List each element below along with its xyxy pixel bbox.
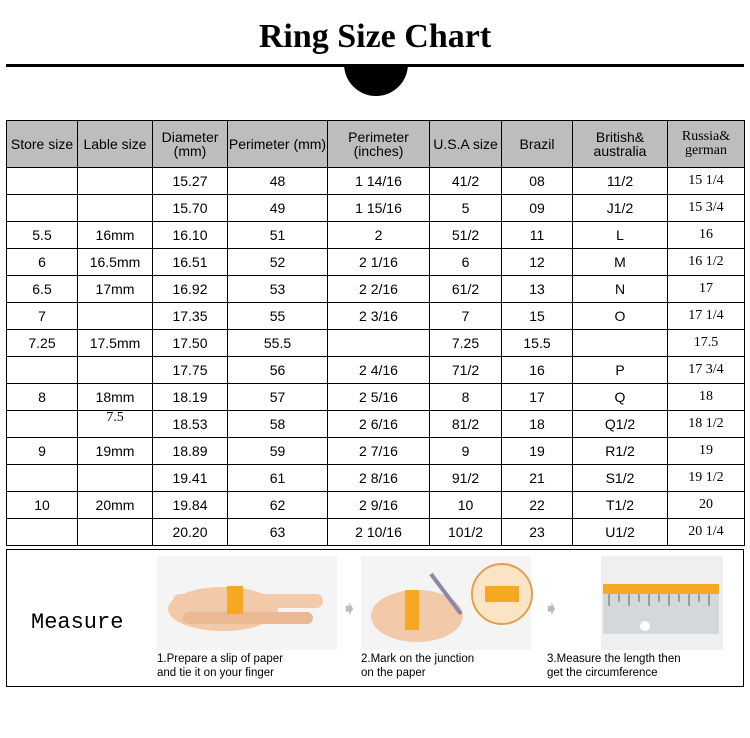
cell-lable-size: [78, 303, 153, 330]
marking-paper-image: [357, 554, 537, 650]
cell-store-size: 6: [7, 249, 78, 276]
cell-british-australia: M: [573, 249, 668, 276]
cell-perimeter-inches: 2 3/16: [328, 303, 430, 330]
cell-brazil: 17: [502, 384, 573, 411]
cell-perimeter-mm: 58: [228, 411, 328, 438]
table-header-row: [7, 121, 745, 168]
cell-perimeter-inches: 2 9/16: [328, 492, 430, 519]
cell-british-australia: L: [573, 222, 668, 249]
cell-british-australia: R1/2: [573, 438, 668, 465]
table-row: [7, 492, 745, 519]
cell-diameter: 18.89: [153, 438, 228, 465]
cell-perimeter-inches: 2 6/16: [328, 411, 430, 438]
table-row: [7, 195, 745, 222]
cell-perimeter-inches: 1 15/16: [328, 195, 430, 222]
cell-lable-size: 17.5mm: [78, 330, 153, 357]
cell-diameter: 15.70: [153, 195, 228, 222]
cell-usa-size: 61/2: [430, 276, 502, 303]
cell-perimeter-mm: 56: [228, 357, 328, 384]
table-row: [7, 222, 745, 249]
table-row: [7, 411, 745, 438]
cell-russia-german: 17 3/4: [668, 357, 745, 384]
cell-store-size: [7, 168, 78, 195]
cell-russia-german: 16 1/2: [668, 249, 745, 276]
measure-step-3-caption: 3.Measure the length then get the circumference: [547, 653, 681, 679]
cell-diameter: 16.92: [153, 276, 228, 303]
cell-british-australia: Q: [573, 384, 668, 411]
cell-british-australia: P: [573, 357, 668, 384]
arrow-icon: ➧: [341, 598, 358, 620]
cell-brazil: 15.5: [502, 330, 573, 357]
cell-lable-size: [78, 195, 153, 222]
measure-step-1-caption: 1.Prepare a slip of paper and tie it on your finger: [157, 653, 283, 679]
cell-british-australia: J1/2: [573, 195, 668, 222]
measure-label: Measure: [31, 610, 124, 635]
cell-diameter: 20.20: [153, 519, 228, 546]
header-lable-size: Lable size: [78, 121, 153, 168]
ruler-measure-image: [543, 554, 739, 650]
table-row: [7, 519, 745, 546]
cell-perimeter-mm: 49: [228, 195, 328, 222]
cell-brazil: 11: [502, 222, 573, 249]
header-store-size: Store size: [7, 121, 78, 168]
cell-usa-size: 6: [430, 249, 502, 276]
cell-lable-size: 17mm: [78, 276, 153, 303]
cell-perimeter-inches: 1 14/16: [328, 168, 430, 195]
measure-section: [6, 549, 744, 687]
measure-step-3: [543, 550, 731, 686]
cell-store-size: 9: [7, 438, 78, 465]
cell-british-australia: [573, 330, 668, 357]
cell-brazil: 12: [502, 249, 573, 276]
cell-perimeter-mm: 55.5: [228, 330, 328, 357]
header-russia-german: Russia& german: [668, 121, 745, 168]
table-body: [7, 168, 745, 546]
cell-russia-german: 17: [668, 276, 745, 303]
cell-british-australia: U1/2: [573, 519, 668, 546]
cell-brazil: 13: [502, 276, 573, 303]
cell-store-size: [7, 519, 78, 546]
measure-step-2-caption: 2.Mark on the junction on the paper: [361, 653, 475, 679]
cell-store-size: 7.25: [7, 330, 78, 357]
cell-usa-size: 41/2: [430, 168, 502, 195]
cell-russia-german: 15 3/4: [668, 195, 745, 222]
cell-lable-size: [78, 519, 153, 546]
cell-usa-size: 81/2: [430, 411, 502, 438]
cell-perimeter-mm: 61: [228, 465, 328, 492]
cell-usa-size: 101/2: [430, 519, 502, 546]
header-perimeter-mm: Perimeter (mm): [228, 121, 328, 168]
cell-russia-german: 15 1/4: [668, 168, 745, 195]
cell-lable-size: 16.5mm: [78, 249, 153, 276]
cell-brazil: 22: [502, 492, 573, 519]
table-row: [7, 384, 745, 411]
cell-diameter: 18.53: [153, 411, 228, 438]
cell-british-australia: S1/2: [573, 465, 668, 492]
header-perimeter-inches: Perimeter (inches): [328, 121, 430, 168]
cell-british-australia: 11/2: [573, 168, 668, 195]
cell-russia-german: 18: [668, 384, 745, 411]
cell-russia-german: 18 1/2: [668, 411, 745, 438]
table-row: [7, 357, 745, 384]
header-british-australia: British& australia: [573, 121, 668, 168]
cell-lable-size: [78, 357, 153, 384]
cell-diameter: 15.27: [153, 168, 228, 195]
cell-perimeter-mm: 48: [228, 168, 328, 195]
table-row: [7, 249, 745, 276]
measure-step-2: [357, 550, 545, 686]
cell-lable-size: 20mm: [78, 492, 153, 519]
measure-step-1: [153, 550, 341, 686]
cell-british-australia: T1/2: [573, 492, 668, 519]
table-row: [7, 465, 745, 492]
table-row: [7, 330, 745, 357]
cell-perimeter-inches: 2 4/16: [328, 357, 430, 384]
cell-perimeter-inches: 2 7/16: [328, 438, 430, 465]
cell-store-size: 8: [7, 384, 78, 411]
cell-perimeter-mm: 53: [228, 276, 328, 303]
hand-with-paper-image: [153, 554, 341, 650]
cell-perimeter-mm: 51: [228, 222, 328, 249]
cell-brazil: 15: [502, 303, 573, 330]
table-row: [7, 276, 745, 303]
cell-store-size: 6.5: [7, 276, 78, 303]
table-row: [7, 168, 745, 195]
cell-brazil: 19: [502, 438, 573, 465]
cell-perimeter-mm: 63: [228, 519, 328, 546]
cell-perimeter-mm: 57: [228, 384, 328, 411]
cell-perimeter-inches: 2 10/16: [328, 519, 430, 546]
cell-russia-german: 19: [668, 438, 745, 465]
cell-lable-size: [78, 168, 153, 195]
cell-usa-size: 5: [430, 195, 502, 222]
cell-russia-german: 17.5: [668, 330, 745, 357]
cell-store-size: [7, 411, 78, 438]
cell-british-australia: N: [573, 276, 668, 303]
cell-diameter: 17.50: [153, 330, 228, 357]
cell-brazil: 16: [502, 357, 573, 384]
cell-british-australia: Q1/2: [573, 411, 668, 438]
cell-russia-german: 20: [668, 492, 745, 519]
cell-perimeter-mm: 62: [228, 492, 328, 519]
cell-diameter: 16.51: [153, 249, 228, 276]
cell-brazil: 23: [502, 519, 573, 546]
header-brazil: Brazil: [502, 121, 573, 168]
cell-usa-size: 7: [430, 303, 502, 330]
cell-usa-size: 8: [430, 384, 502, 411]
cell-lable-size: [78, 465, 153, 492]
cell-diameter: 19.84: [153, 492, 228, 519]
title-ornament: [344, 64, 408, 96]
cell-store-size: 5.5: [7, 222, 78, 249]
cell-usa-size: 7.25: [430, 330, 502, 357]
header-usa-size: U.S.A size: [430, 121, 502, 168]
cell-brazil: 21: [502, 465, 573, 492]
cell-russia-german: 19 1/2: [668, 465, 745, 492]
cell-perimeter-inches: 2 5/16: [328, 384, 430, 411]
cell-perimeter-inches: 2: [328, 222, 430, 249]
cell-store-size: [7, 465, 78, 492]
cell-perimeter-inches: 2 2/16: [328, 276, 430, 303]
cell-british-australia: O: [573, 303, 668, 330]
table-row: [7, 438, 745, 465]
cell-lable-size: 18mm: [78, 384, 153, 411]
cell-russia-german: 16: [668, 222, 745, 249]
arrow-icon: ➧: [543, 598, 560, 620]
cell-store-size: 7: [7, 303, 78, 330]
cell-perimeter-mm: 52: [228, 249, 328, 276]
cell-store-size: [7, 195, 78, 222]
cell-lable-size: 7.5: [78, 411, 153, 438]
cell-perimeter-inches: 2 1/16: [328, 249, 430, 276]
cell-store-size: [7, 357, 78, 384]
cell-brazil: 18: [502, 411, 573, 438]
cell-diameter: 19.41: [153, 465, 228, 492]
cell-brazil: 09: [502, 195, 573, 222]
cell-brazil: 08: [502, 168, 573, 195]
cell-russia-german: 17 1/4: [668, 303, 745, 330]
cell-usa-size: 9: [430, 438, 502, 465]
cell-russia-german: 20 1/4: [668, 519, 745, 546]
cell-diameter: 17.75: [153, 357, 228, 384]
cell-diameter: 16.10: [153, 222, 228, 249]
cell-perimeter-mm: 59: [228, 438, 328, 465]
table-row: [7, 303, 745, 330]
cell-perimeter-inches: [328, 330, 430, 357]
ring-size-table: [6, 120, 745, 546]
header-diameter: Diameter (mm): [153, 121, 228, 168]
cell-usa-size: 71/2: [430, 357, 502, 384]
cell-store-size: 10: [7, 492, 78, 519]
cell-lable-size: 16mm: [78, 222, 153, 249]
cell-usa-size: 10: [430, 492, 502, 519]
cell-usa-size: 51/2: [430, 222, 502, 249]
cell-perimeter-inches: 2 8/16: [328, 465, 430, 492]
cell-usa-size: 91/2: [430, 465, 502, 492]
cell-diameter: 18.19: [153, 384, 228, 411]
cell-diameter: 17.35: [153, 303, 228, 330]
page-title: Ring Size Chart: [258, 18, 492, 55]
cell-lable-size: 19mm: [78, 438, 153, 465]
cell-perimeter-mm: 55: [228, 303, 328, 330]
